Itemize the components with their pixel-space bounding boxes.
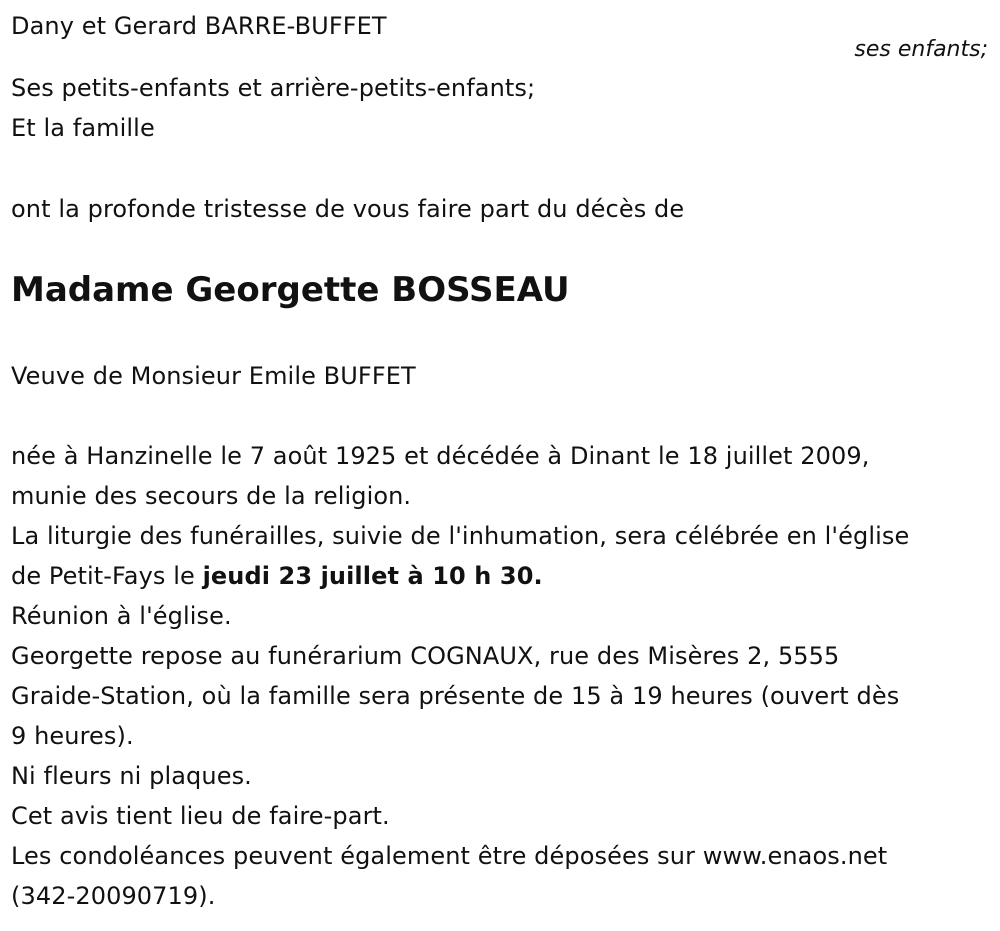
widow-of-text: Veuve de Monsieur Emile BUFFET — [11, 362, 416, 390]
liturgy-date-bold: jeudi 23 juillet à 10 h 30. — [202, 562, 543, 590]
opening-hour-text: 9 heures). — [11, 722, 134, 750]
notice-text: Cet avis tient lieu de faire-part. — [11, 802, 390, 830]
birth-death-text: née à Hanzinelle le 7 août 1925 et décédée à Dinant le 18 juillet 2009, — [11, 442, 870, 470]
religion-text: munie des secours de la religion. — [11, 482, 412, 510]
family-line-children-names: Dany et Gerard BARRE-BUFFET — [11, 12, 387, 40]
funeral-home-text: Georgette repose au funérarium COGNAUX, rue des Misères 2, 5555 — [11, 642, 840, 670]
deceased-name: Madame Georgette BOSSEAU — [11, 270, 570, 310]
no-flowers-text: Ni fleurs ni plaques. — [11, 762, 252, 790]
family-line-grandchildren: Ses petits-enfants et arrière-petits-enfants; — [11, 74, 536, 102]
reference-number: (342-20090719). — [11, 882, 216, 910]
family-line-family: Et la famille — [11, 114, 155, 142]
announcement-text: ont la profonde tristesse de vous faire part du décès de — [11, 195, 685, 223]
visiting-hours-text: Graide-Station, où la famille sera présente de 15 à 19 heures (ouvert dès — [11, 682, 900, 710]
liturgy-date-line — [11, 556, 543, 596]
liturgy-text: La liturgie des funérailles, suivie de l'inhumation, sera célébrée en l'église — [11, 522, 910, 550]
family-role-label: ses enfants; — [854, 37, 988, 62]
liturgy-place-text: de Petit-Fays le — [11, 562, 203, 590]
condolences-text: Les condoléances peuvent également être déposées sur www.enaos.net — [11, 842, 888, 870]
meeting-text: Réunion à l'église. — [11, 602, 232, 630]
